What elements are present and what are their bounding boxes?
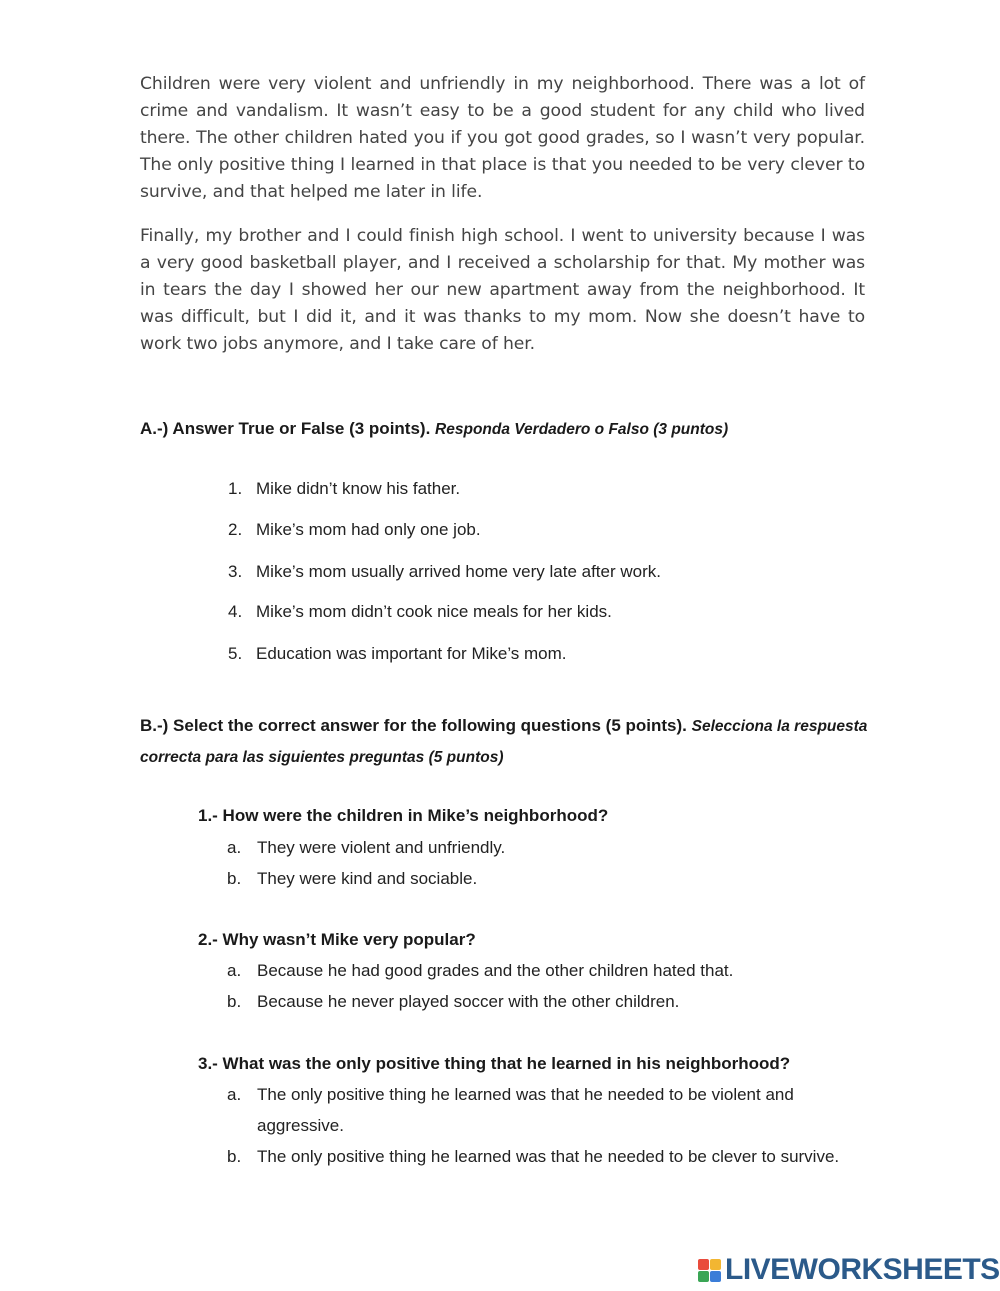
option-letter: a. [227,1085,242,1104]
option-text: The only positive thing he learned was that he needed to be violent and aggressive. [257,1085,794,1135]
question-2-option-b[interactable] [227,986,847,1017]
question-3-option-b[interactable] [227,1141,847,1172]
item-text: Mike’s mom had only one job. [256,520,481,539]
item-number: 2. [228,520,243,539]
item-number: 3. [228,562,243,581]
item-text: Mike’s mom usually arrived home very late after work. [256,562,661,581]
question-1-option-b[interactable] [227,863,847,894]
logo-text: LIVEWORKSHEETS [725,1253,1000,1286]
section-b-heading [140,711,870,773]
story-paragraph-1: Children were very violent and unfriendly in my neighborhood. There was a lot of crime and vandalism. It wasn’t easy to be a good student for any child who lived there. The other children hated you if you got good grades, so I wasn’t very popular. The only positive thing I learned in that place is that you needed to be very clever to survive, and that helped me later in life. [140,74,865,202]
option-letter: b. [227,869,242,888]
option-text: They were kind and sociable. [257,869,478,888]
section-b-title: B.-) Select the correct answer for the following questions (5 points). [140,716,687,735]
option-text: Because he never played soccer with the other children. [257,992,680,1011]
story-paragraph-2: Finally, my brother and I could finish high school. I went to university because I was a very good basketball player, and I received a scholarship for that. My mother was in tears the day I showed her our new apartment away from the neighborhood. It was difficult, but I did it, and it was thanks to my mom. Now she doesn’t have to work two jobs anymore, and I take care of her. [140,226,865,354]
liveworksheets-logo [698,1253,1000,1287]
item-number: 5. [228,644,243,663]
option-letter: a. [227,961,242,980]
section-a-subtitle: Responda Verdadero o Falso (3 puntos) [435,421,729,438]
true-false-item [228,644,567,664]
option-letter: b. [227,1147,242,1166]
question-3-option-a[interactable] [227,1079,847,1141]
true-false-item [228,520,481,540]
option-text: Because he had good grades and the other children hated that. [257,961,734,980]
question-2: 2.- Why wasn’t Mike very popular? [198,930,476,949]
item-text: Education was important for Mike’s mom. [256,644,567,663]
question-3: 3.- What was the only positive thing that he learned in his neighborhood? [198,1054,791,1073]
true-false-item [228,602,612,622]
option-letter: b. [227,992,242,1011]
true-false-item [228,562,661,582]
option-text: The only positive thing he learned was that he needed to be clever to survive. [257,1147,840,1166]
section-a-heading [140,414,870,445]
item-text: Mike didn’t know his father. [256,479,461,498]
section-a-title: A.-) Answer True or False (3 points). [140,419,431,438]
item-text: Mike’s mom didn’t cook nice meals for her kids. [256,602,612,621]
question-1: 1.- How were the children in Mike’s neighborhood? [198,806,609,825]
option-text: They were violent and unfriendly. [257,838,506,857]
item-number: 4. [228,602,243,621]
true-false-item [228,479,460,499]
item-number: 1. [228,479,243,498]
question-1-option-a[interactable] [227,832,847,863]
liveworksheets-mark-icon [698,1259,721,1282]
question-2-option-a[interactable] [227,955,847,986]
option-letter: a. [227,838,242,857]
section-b-subtitle: Selecciona la respuesta correcta para las siguientes preguntas (5 puntos) [140,718,868,766]
